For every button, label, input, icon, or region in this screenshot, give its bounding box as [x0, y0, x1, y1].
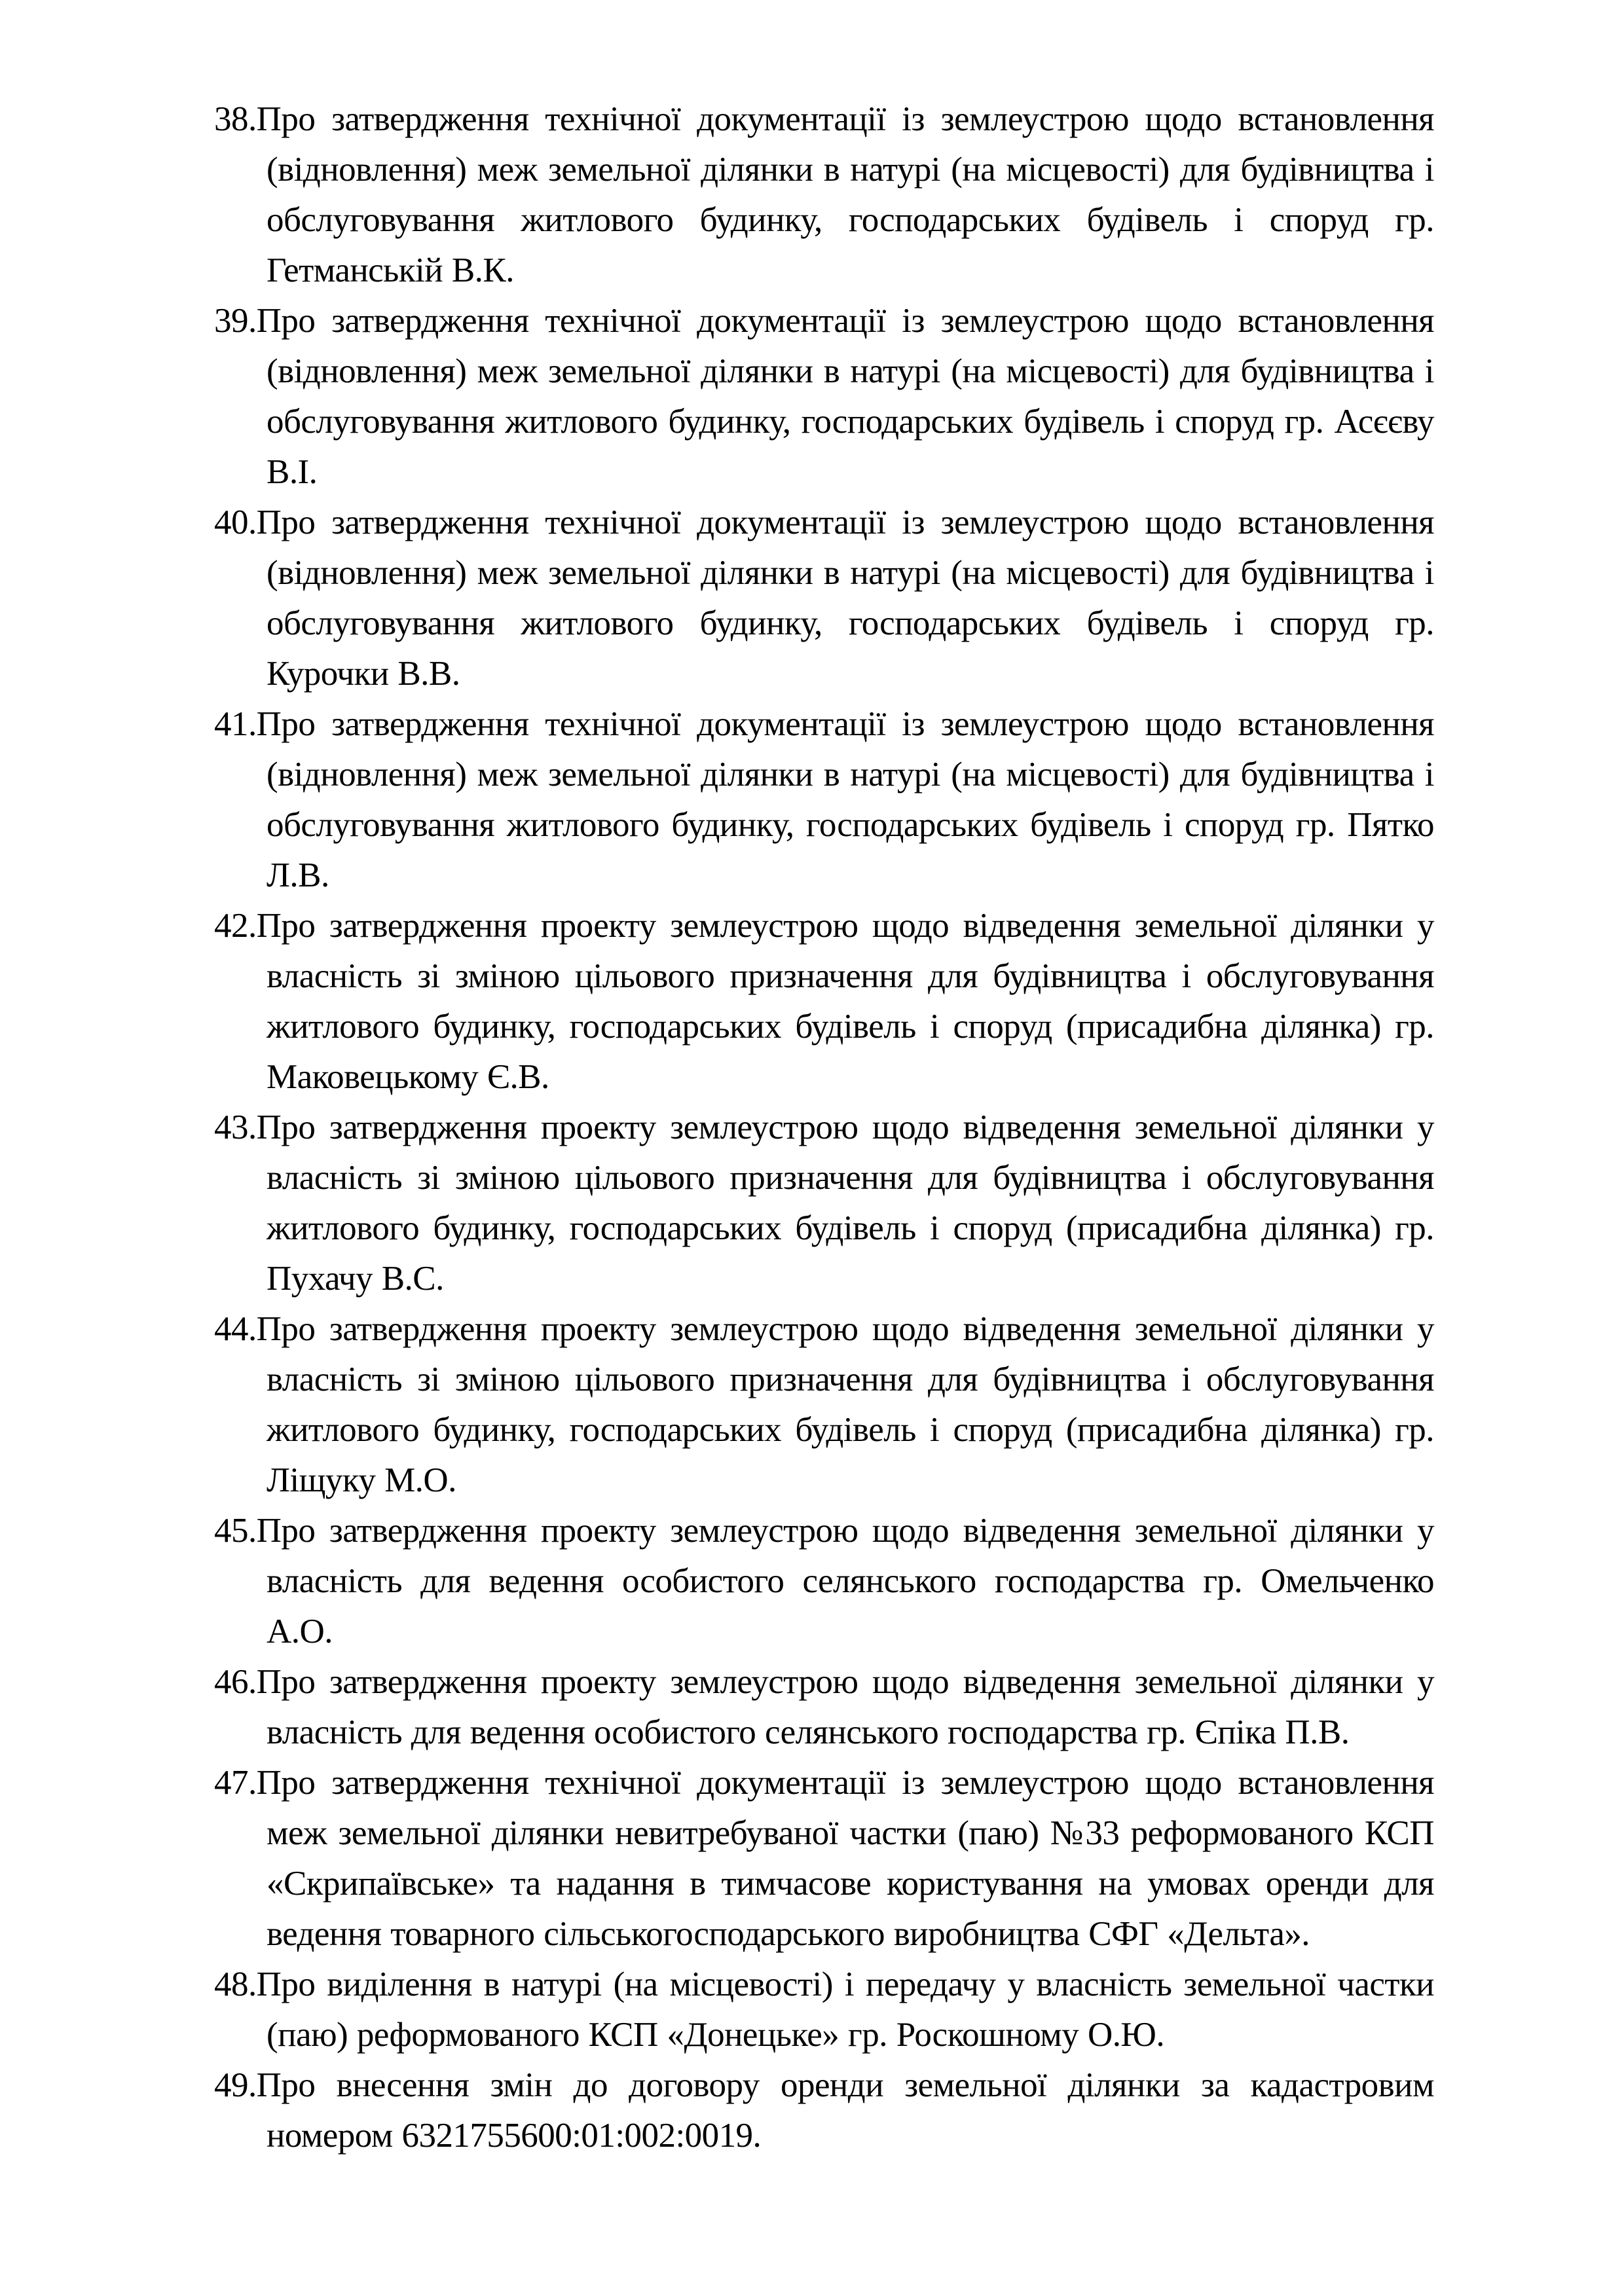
list-item — [214, 699, 1434, 901]
list-item — [214, 1304, 1434, 1506]
item-text: Про затвердження проекту землеустрою щодо відведення земельної ділянки у власність для ведення особистого селянського господарства гр. Єпіка П.В. — [256, 1663, 1434, 1751]
list-item — [214, 296, 1434, 498]
item-text: Про затвердження проекту землеустрою щодо відведення земельної ділянки у власність для ведення особистого селянського господарства гр. Омельченко А.О. — [256, 1512, 1434, 1650]
agenda-list — [214, 94, 1434, 2161]
item-number: 45. — [214, 1512, 257, 1550]
list-item — [214, 1758, 1434, 1959]
item-number: 49. — [214, 2066, 257, 2104]
list-item — [214, 2060, 1434, 2161]
item-number: 40. — [214, 503, 257, 541]
item-number: 46. — [214, 1663, 257, 1701]
item-number: 42. — [214, 907, 257, 945]
item-number: 41. — [214, 705, 257, 743]
list-item — [214, 901, 1434, 1102]
item-text: Про затвердження технічної документації із землеустрою щодо встановлення меж земельної ділянки невитребуваної частки (паю) №33 реформованого КСП «Скрипаївське» та надання в тимчасове користування на умовах оренди для ведення товарного сільськогосподарського виробництва СФГ «Дельта». — [256, 1764, 1434, 1953]
item-text: Про затвердження проекту землеустрою щодо відведення земельної ділянки у власність зі зміною цільового призначення для будівництва і обслуговування житлового будинку, господарських будівель і споруд (присадибна ділянка) гр. Пухачу В.С. — [256, 1108, 1434, 1298]
item-number: 39. — [214, 302, 257, 340]
list-item — [214, 94, 1434, 296]
list-item — [214, 1657, 1434, 1758]
item-text: Про затвердження проекту землеустрою щодо відведення земельної ділянки у власність зі зміною цільового призначення для будівництва і обслуговування житлового будинку, господарських будівель і споруд (присадибна ділянка) гр. Ліщуку М.О. — [256, 1310, 1434, 1499]
item-text: Про затвердження технічної документації із землеустрою щодо встановлення (відновлення) меж земельної ділянки в натурі (на місцевості) для будівництва і обслуговування житлового будинку, господарських будівель і споруд гр. Пятко Л.В. — [256, 705, 1434, 894]
item-text: Про затвердження проекту землеустрою щодо відведення земельної ділянки у власність зі зміною цільового призначення для будівництва і обслуговування житлового будинку, господарських будівель і споруд (присадибна ділянка) гр. Маковецькому Є.В. — [256, 907, 1434, 1096]
item-number: 44. — [214, 1310, 257, 1348]
item-text: Про затвердження технічної документації із землеустрою щодо встановлення (відновлення) меж земельної ділянки в натурі (на місцевості) для будівництва і обслуговування житлового будинку, господарських будівель і споруд гр. Гетманській В.К. — [256, 100, 1434, 289]
item-number: 47. — [214, 1764, 257, 1802]
list-item — [214, 1959, 1434, 2060]
item-text: Про затвердження технічної документації із землеустрою щодо встановлення (відновлення) меж земельної ділянки в натурі (на місцевості) для будівництва і обслуговування житлового будинку, господарських будівель і споруд гр. Асєєву В.І. — [256, 302, 1434, 491]
item-number: 38. — [214, 100, 257, 138]
item-number: 43. — [214, 1108, 257, 1146]
item-number: 48. — [214, 1965, 257, 2003]
item-text: Про затвердження технічної документації із землеустрою щодо встановлення (відновлення) меж земельної ділянки в натурі (на місцевості) для будівництва і обслуговування житлового будинку, господарських будівель і споруд гр. Курочки В.В. — [256, 503, 1434, 693]
item-text: Про виділення в натурі (на місцевості) і передачу у власність земельної частки (паю) реформованого КСП «Донецьке» гр. Роскошному О.Ю. — [256, 1965, 1434, 2054]
list-item — [214, 498, 1434, 699]
item-text: Про внесення змін до договору оренди земельної ділянки за кадастровим номером 6321755600:01:002:0019. — [256, 2066, 1434, 2155]
list-item — [214, 1506, 1434, 1657]
list-item — [214, 1102, 1434, 1304]
